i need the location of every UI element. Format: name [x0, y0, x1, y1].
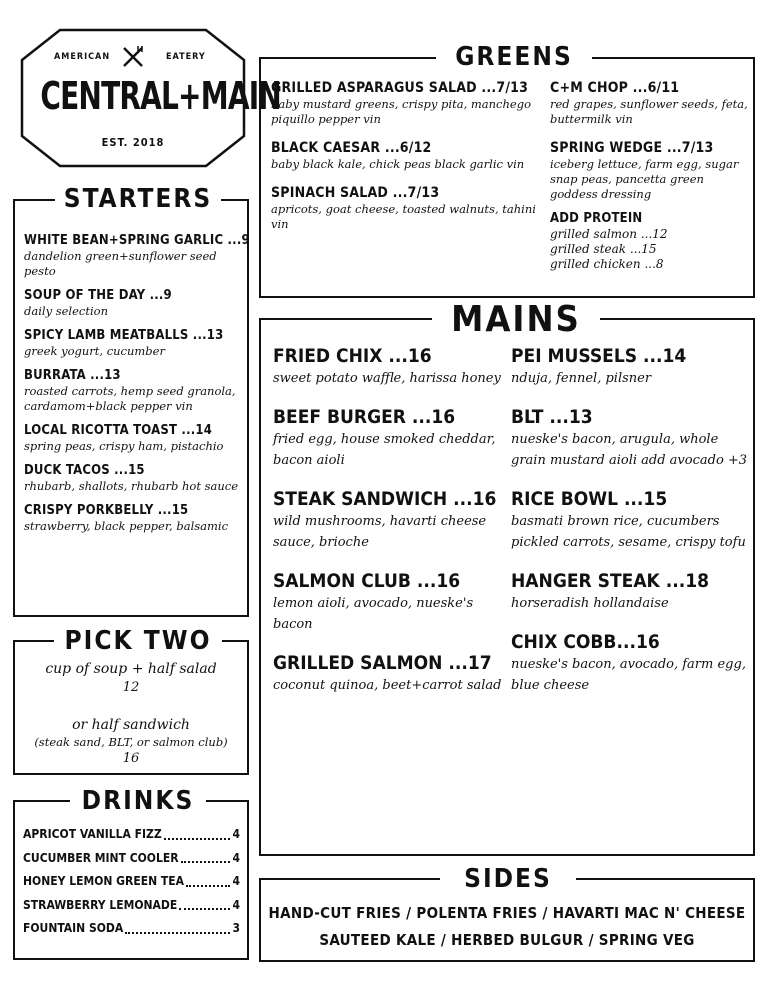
greens-name: SPRING WEDGE ...7/13 — [550, 140, 714, 156]
greens-item — [550, 139, 750, 202]
greens-name: GRILLED ASPARAGUS SALAD ...7/13 — [271, 80, 529, 96]
drink-row — [23, 917, 240, 941]
drink-name: APRICOT VANILLA FIZZ — [23, 827, 162, 841]
drink-leader-dots — [164, 823, 231, 840]
mains-item — [273, 344, 505, 389]
drinks-title: DRINKS — [70, 786, 206, 816]
greens-name: SPINACH SALAD ...7/13 — [271, 185, 440, 201]
greens-desc: apricots, goat cheese, toasted walnuts, tahini vin — [271, 202, 536, 231]
drink-row — [23, 870, 240, 894]
greens-desc: baby mustard greens, crispy pita, manchego piquillo pepper vin — [271, 97, 531, 126]
greens-item — [271, 139, 539, 172]
mains-name: FRIED CHIX ...16 — [273, 345, 432, 367]
starter-desc: greek yogurt, cucumber — [24, 344, 165, 358]
drink-row — [23, 823, 240, 847]
add-protein-title: ADD PROTEIN — [550, 211, 643, 226]
starter-name: SPICY LAMB MEATBALLS ...13 — [24, 328, 224, 343]
starter-name: DUCK TACOS ...15 — [24, 463, 145, 478]
greens-item — [550, 79, 750, 127]
drink-leader-dots — [179, 894, 230, 911]
mains-desc: lemon aioli, avocado, nueske's bacon — [273, 596, 474, 632]
mains-item — [511, 630, 751, 696]
sides-title: SIDES — [440, 864, 576, 894]
mains-desc: fried egg, house smoked cheddar, bacon aioli — [273, 432, 496, 468]
greens-name: C+M CHOP ...6/11 — [550, 80, 680, 96]
drink-name: HONEY LEMON GREEN TEA — [23, 874, 184, 888]
mains-name: BEEF BURGER ...16 — [273, 406, 456, 428]
starter-desc: strawberry, black pepper, balsamic — [24, 519, 229, 533]
pick-two-section — [13, 640, 249, 775]
pick-two-line1: cup of soup + half salad — [45, 661, 217, 677]
starter-desc: rhubarb, shallots, rhubarb hot sauce — [24, 479, 239, 493]
greens-desc: iceberg lettuce, farm egg, sugar snap peas, pancetta green goddess dressing — [550, 157, 739, 201]
starter-name: WHITE BEAN+SPRING GARLIC ...9 — [24, 233, 250, 248]
sides-line1: HAND-CUT FRIES / POLENTA FRIES / HAVARTI MAC N' CHEESE — [268, 904, 746, 922]
starter-item — [24, 503, 243, 534]
mains-item — [511, 487, 751, 553]
logo-right-text: EATERY — [166, 52, 206, 62]
mains-desc: nduja, fennel, pilsner — [511, 371, 652, 386]
mains-item — [273, 569, 505, 635]
greens-desc: red grapes, sunflower seeds, feta, buttermilk vin — [550, 97, 748, 126]
mains-item — [511, 344, 751, 389]
protein-line: grilled steak ...15 — [550, 242, 657, 256]
mains-section — [259, 318, 755, 856]
greens-title: GREENS — [436, 42, 592, 72]
starter-name: CRISPY PORKBELLY ...15 — [24, 503, 189, 518]
drink-leader-dots — [181, 847, 231, 864]
drinks-section — [13, 800, 249, 960]
drink-leader-dots — [186, 870, 231, 887]
mains-name: GRILLED SALMON ...17 — [273, 652, 492, 674]
mains-desc: horseradish hollandaise — [511, 596, 669, 611]
mains-name: STEAK SANDWICH ...16 — [273, 488, 497, 510]
greens-name: BLACK CAESAR ...6/12 — [271, 140, 432, 156]
protein-line: grilled chicken ...8 — [550, 257, 664, 271]
mains-item — [511, 405, 751, 471]
drink-name: FOUNTAIN SODA — [23, 921, 124, 935]
logo-left-text: AMERICAN — [54, 52, 111, 62]
drink-price: 4 — [232, 874, 240, 888]
pick-two-title: PICK TWO — [54, 626, 222, 656]
mains-name: SALMON CLUB ...16 — [273, 570, 461, 592]
drink-price: 4 — [232, 850, 240, 865]
mains-item — [273, 651, 505, 696]
mains-desc: basmati brown rice, cucumbers pickled carrots, sesame, crispy tofu — [511, 514, 746, 550]
starter-desc: roasted carrots, hemp seed granola, cardamom+black pepper vin — [24, 384, 236, 413]
mains-name: CHIX COBB...16 — [511, 631, 660, 653]
starters-title: STARTERS — [55, 184, 221, 214]
add-protein — [550, 211, 750, 272]
starter-item — [24, 368, 243, 414]
drink-name: STRAWBERRY LEMONADE — [23, 897, 178, 912]
greens-desc: baby black kale, chick peas black garlic vin — [271, 157, 525, 171]
greens-item — [271, 184, 539, 232]
starter-item — [24, 423, 243, 454]
starter-desc: dandelion green+sunflower seed pesto — [24, 249, 217, 278]
pick-two-price2: 16 — [122, 751, 140, 766]
pick-two-line3: (steak sand, BLT, or salmon club) — [34, 735, 228, 749]
logo-name: CENTRAL+MAIN — [40, 74, 281, 118]
starter-name: LOCAL RICOTTA TOAST ...14 — [24, 423, 213, 438]
mains-item — [511, 569, 751, 614]
logo — [20, 28, 281, 168]
drink-row — [23, 894, 240, 918]
drink-name: CUCUMBER MINT COOLER — [23, 850, 179, 865]
mains-name: HANGER STEAK ...18 — [511, 570, 710, 592]
starter-item — [24, 288, 243, 319]
sides-line2: SAUTEED KALE / HERBED BULGUR / SPRING VEG — [319, 931, 695, 949]
mains-name: RICE BOWL ...15 — [511, 488, 668, 510]
protein-line: grilled salmon ...12 — [550, 227, 668, 241]
drink-row — [23, 847, 240, 871]
mains-desc: sweet potato waffle, harissa honey — [273, 371, 501, 386]
starter-item — [24, 233, 250, 279]
starter-item — [24, 463, 243, 494]
fork-knife-icon — [120, 44, 146, 70]
mains-item — [273, 487, 505, 553]
greens-section — [259, 57, 755, 298]
greens-item — [271, 79, 539, 127]
mains-desc: nueske's bacon, avocado, farm egg, blue cheese — [511, 657, 746, 693]
pick-two-line2: or half sandwich — [72, 717, 190, 733]
drink-leader-dots — [125, 917, 230, 934]
mains-desc: coconut quinoa, beet+carrot salad — [273, 678, 502, 693]
pick-two-price1: 12 — [122, 680, 140, 695]
starter-name: SOUP OF THE DAY ...9 — [24, 288, 172, 303]
drink-price: 4 — [232, 897, 240, 912]
starter-desc: spring peas, crispy ham, pistachio — [24, 439, 224, 453]
logo-established: EST. 2018 — [101, 136, 165, 149]
mains-desc: wild mushrooms, havarti cheese sauce, brioche — [273, 514, 487, 550]
mains-desc: nueske's bacon, arugula, whole grain mustard aioli add avocado +3 — [511, 432, 748, 468]
starter-item — [24, 328, 243, 359]
starter-desc: daily selection — [24, 304, 108, 318]
drink-price: 3 — [232, 921, 240, 935]
drink-price: 4 — [232, 827, 240, 841]
mains-title: MAINS — [432, 299, 600, 341]
starters-section — [13, 199, 249, 617]
mains-item — [273, 405, 505, 471]
mains-name: PEI MUSSELS ...14 — [511, 345, 687, 367]
starter-name: BURRATA ...13 — [24, 368, 121, 383]
mains-name: BLT ...13 — [511, 406, 593, 428]
